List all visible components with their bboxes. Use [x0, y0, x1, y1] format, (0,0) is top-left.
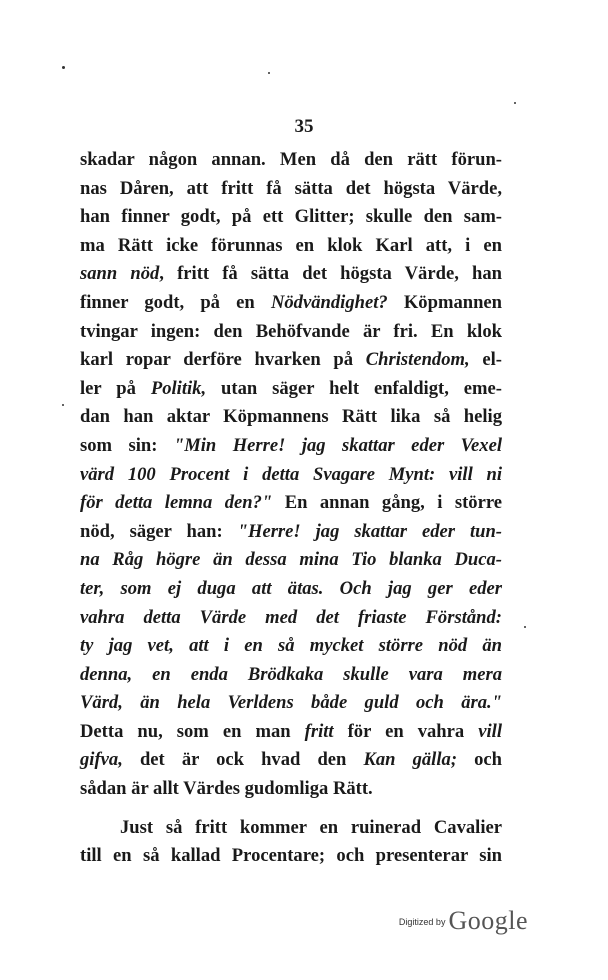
digitized-watermark [399, 906, 528, 936]
page-number: 35 [294, 116, 314, 137]
text-span: för en vahra [333, 720, 479, 742]
text-line [80, 346, 502, 375]
text-span: el- [469, 349, 502, 371]
text-line [80, 689, 502, 718]
italic-phrase: för detta lemna den?" [80, 492, 273, 514]
italic-phrase: fritt [304, 720, 334, 742]
text-span: och [457, 749, 502, 771]
digitized-label: Digitized by [398, 917, 446, 927]
dust-speck [514, 102, 516, 104]
dust-speck [62, 404, 64, 406]
text-span: utan säger helt enfaldigt, eme- [206, 377, 502, 399]
text-line: han finner godt, på ett Glitter; skulle den sam- [80, 206, 502, 228]
text-span: som sin: [80, 434, 174, 456]
italic-phrase: Nödvändighet? [270, 291, 388, 313]
italic-phrase: Värd, än hela Verldens både guld och ära." [80, 692, 502, 714]
text-line: dan han aktar Köpmannens Rätt lika så helig [80, 406, 502, 428]
google-logo: Google [448, 906, 528, 935]
italic-phrase: "Herre! jag skattar eder tun- [237, 520, 502, 542]
text-line [80, 260, 502, 289]
text-line [80, 575, 502, 604]
text-line [80, 461, 502, 490]
italic-phrase: ty jag vet, att i en så mycket större nöd än [80, 635, 502, 657]
text-line [80, 518, 502, 547]
text-span: ler på [80, 377, 151, 399]
italic-phrase: Kan gälla; [363, 749, 458, 771]
italic-phrase: Christendom, [365, 349, 470, 371]
text-line: tvingar ingen: den Behöfvande är fri. En klok [80, 320, 502, 342]
dust-speck [268, 72, 270, 74]
italic-phrase: Politik, [150, 377, 207, 399]
text-line [80, 604, 502, 633]
dust-speck [524, 626, 526, 628]
text-line [80, 718, 502, 747]
text-span: En annan gång, i större [272, 492, 502, 514]
italic-phrase: vahra detta Värde med det friaste Förstånd: [80, 606, 502, 628]
body-text [80, 146, 502, 871]
text-span: Köpmannen [387, 291, 503, 313]
text-line: Just så fritt kommer en ruinerad Cavalier [120, 816, 502, 838]
text-span: nöd, säger han: [80, 520, 238, 542]
dust-speck [62, 66, 65, 69]
text-span: finner godt, på en [80, 291, 271, 313]
text-line [80, 546, 502, 575]
italic-phrase: vill [478, 720, 502, 742]
text-line: sådan är allt Värdes gudomliga Rätt. [80, 778, 373, 800]
italic-phrase: "Min Herre! jag skattar eder Vexel [173, 434, 502, 456]
text-line: till en så kallad Procentare; och presenterar sin [80, 845, 502, 867]
text-line [80, 489, 502, 518]
text-span: Detta nu, som en man [80, 720, 305, 742]
text-line [80, 746, 502, 775]
text-line [80, 375, 502, 404]
italic-phrase: denna, en enda Brödkaka skulle vara mera [80, 663, 502, 685]
text-line: nas Dåren, att fritt få sätta det högsta Värde, [80, 177, 502, 199]
italic-phrase: ter, som ej duga att ätas. Och jag ger eder [80, 577, 502, 599]
text-line [80, 289, 502, 318]
text-span: karl ropar derföre hvarken på [80, 349, 366, 371]
text-line [80, 432, 502, 461]
italic-phrase: sann nöd [80, 263, 160, 285]
text-line: ma Rätt icke förunnas en klok Karl att, i en [80, 234, 502, 256]
italic-phrase: na Råg högre än dessa mina Tio blanka Duca- [80, 549, 502, 571]
text-span: det är ock hvad den [122, 749, 364, 771]
text-line [80, 661, 502, 690]
text-span: , fritt få sätta det högsta Värde, han [159, 263, 502, 285]
text-line: skadar någon annan. Men då den rätt förun- [80, 149, 502, 170]
italic-phrase: gifva, [80, 749, 123, 771]
text-line [80, 632, 502, 661]
italic-phrase: värd 100 Procent i detta Svagare Mynt: vill ni [80, 463, 502, 485]
